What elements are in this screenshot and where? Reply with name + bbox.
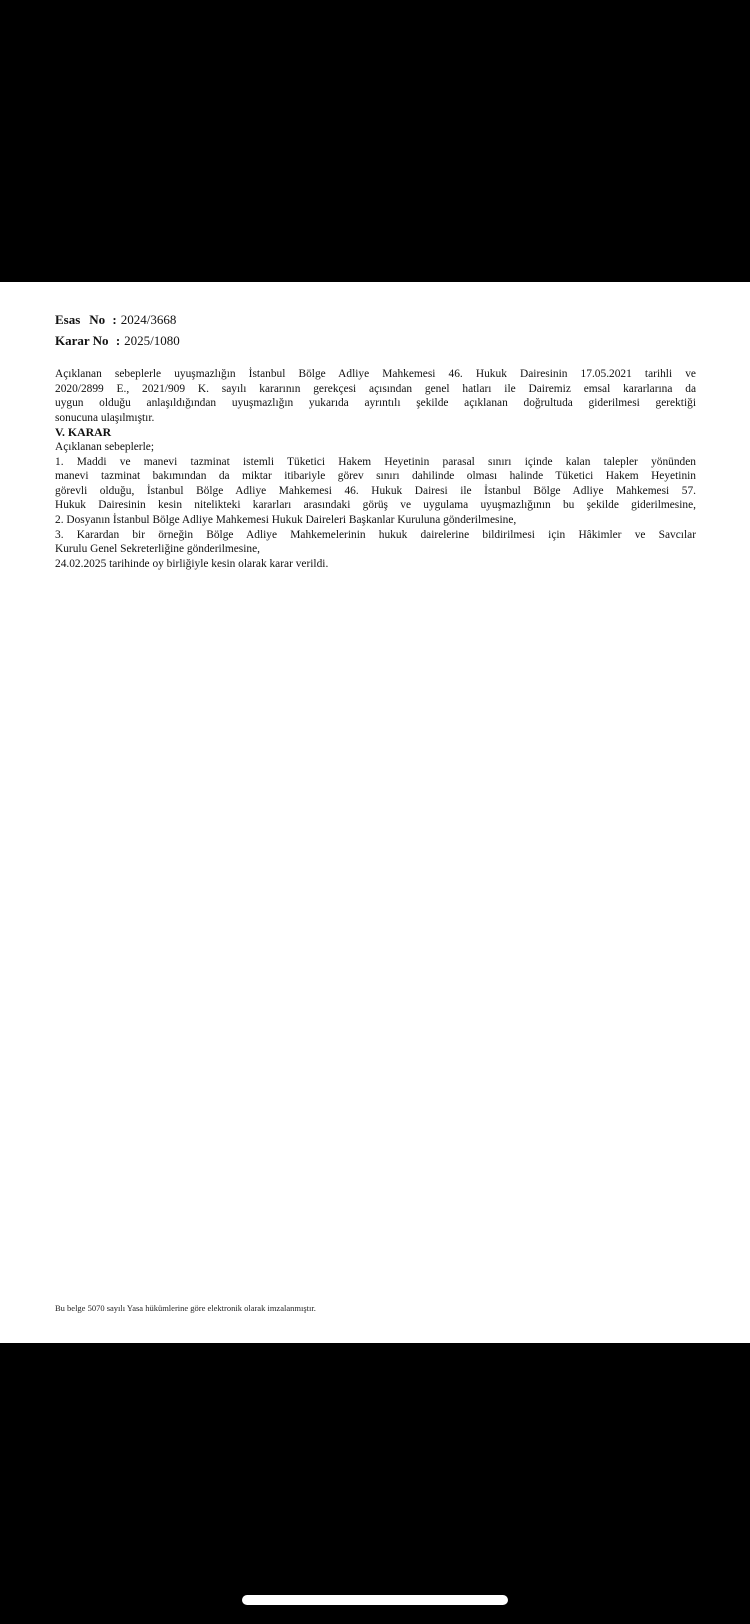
esas-label: Esas <box>55 312 81 327</box>
karar-row <box>55 330 180 351</box>
section-intro: Açıklanan sebeplerle; <box>55 440 154 453</box>
esas-separator: : <box>112 312 117 327</box>
esas-number: 2024/3668 <box>120 312 177 327</box>
karar-separator: : <box>115 333 121 348</box>
closing-statement: 24.02.2025 tarihinde oy birliğiyle kesin olarak karar verildi. <box>55 557 329 570</box>
karar-number: 2025/1080 <box>124 333 180 348</box>
intro-line: 2020/2899 E., 2021/909 K. sayılı kararının gerekçesi açısından genel hatları ile Dairemiz emsal kararlarına da <box>55 382 696 395</box>
section-heading: V. KARAR <box>55 425 112 440</box>
item-3-line: 3. Karardan bir örneğin Bölge Adliye Mahkemelerinin hukuk dairelerine bildirilmesi için Hâkimler ve Savcılar <box>55 528 696 541</box>
item-3-line: Kurulu Genel Sekreterliğine gönderilmesine, <box>55 543 260 556</box>
intro-paragraph <box>55 367 696 425</box>
document-page <box>0 282 750 1343</box>
case-meta <box>55 309 180 351</box>
item-3-paragraph <box>55 528 696 557</box>
signature-footer: Bu belge 5070 sayılı Yasa hükümlerine göre elektronik olarak imzalanmıştır. <box>55 1303 316 1313</box>
decision-body <box>55 367 696 571</box>
esas-row <box>55 309 180 330</box>
item-1-line: Hukuk Dairesinin kesin nitelikteki kararları arasındaki görüş ve uygulama uyuşmazlığının bu şekilde giderilmesine, <box>55 499 696 512</box>
item-1-line: manevi tazminat bakımından da miktar itibariyle görev sınırı dahilinde olması halinde Tüketici Hakem Heyetinin <box>55 470 696 483</box>
intro-line: sonucuna ulaşılmıştır. <box>55 411 155 424</box>
intro-line: Açıklanan sebeplerle uyuşmazlığın İstanbul Bölge Adliye Mahkemesi 46. Hukuk Dairesinin 17.05.2021 tarihli ve <box>55 368 696 380</box>
item-1-line: görevli olduğu, İstanbul Bölge Adliye Mahkemesi 46. Hukuk Dairesi ile İstanbul Bölge Adliye Mahkemesi 57. <box>55 484 696 497</box>
item-1-paragraph <box>55 455 696 513</box>
home-indicator[interactable] <box>242 1595 508 1605</box>
karar-label: Karar No <box>55 333 109 348</box>
item-1-line: 1. Maddi ve manevi tazminat istemli Tüketici Hakem Heyetinin parasal sınırı içinde kalan talepler yönünden <box>55 455 696 468</box>
intro-line: uygun olduğu anlaşıldığından uyuşmazlığın yukarıda ayrıntılı şekilde açıklanan doğrultuda giderilmesi gerektiği <box>55 397 696 410</box>
item-2-paragraph: 2. Dosyanın İstanbul Bölge Adliye Mahkemesi Hukuk Daireleri Başkanlar Kuruluna gönderilmesine, <box>55 513 517 526</box>
esas-no-label: No <box>89 312 106 327</box>
